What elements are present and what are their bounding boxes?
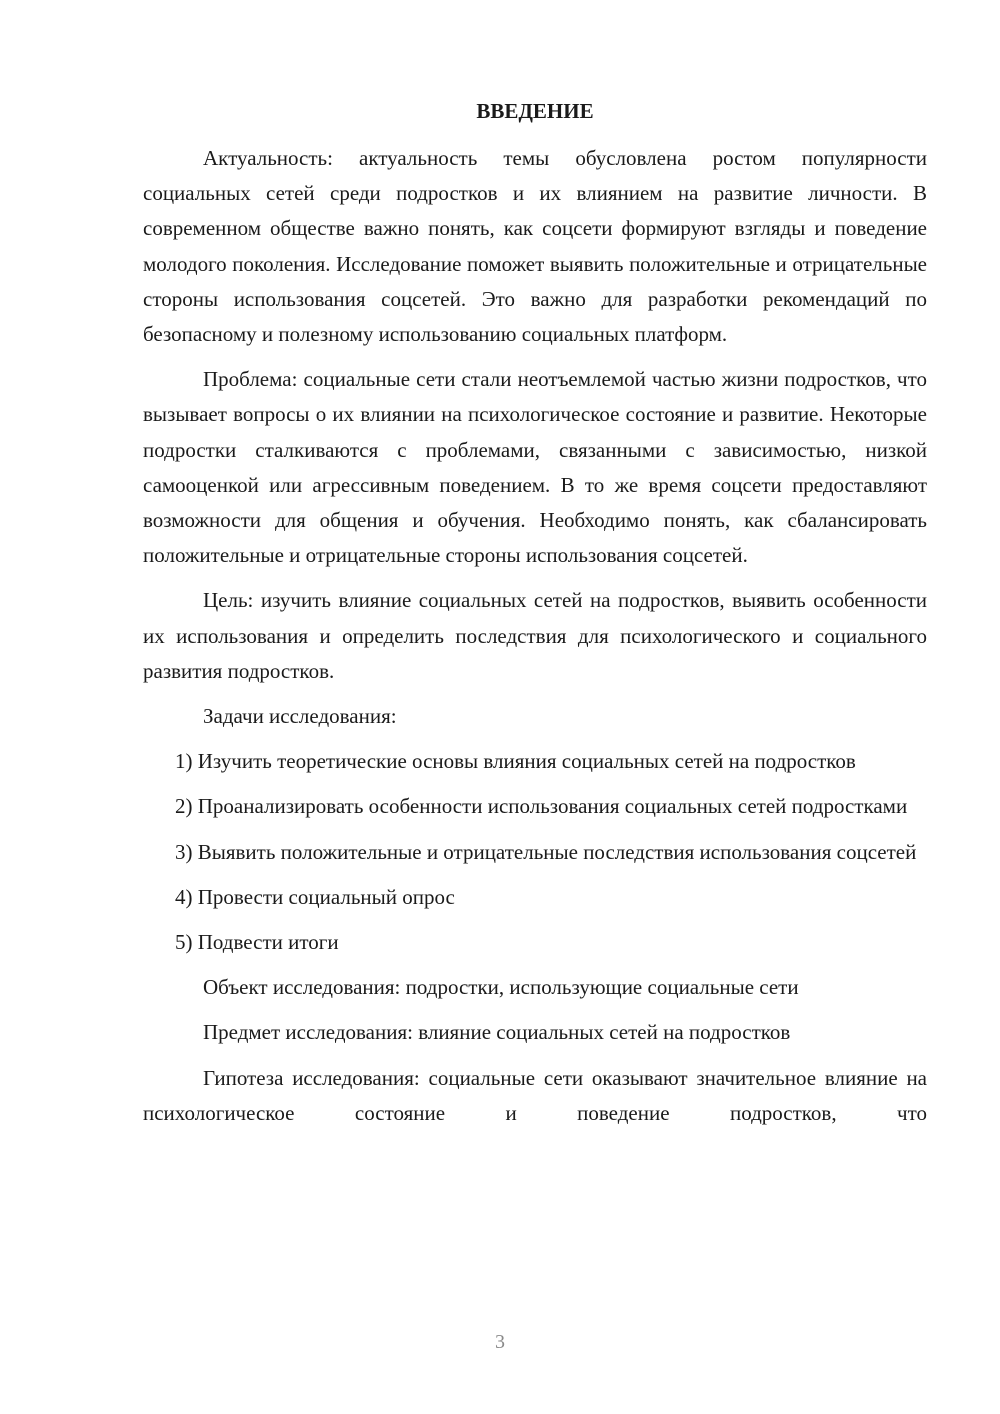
document-body xyxy=(143,94,927,1141)
task-item-3: 3) Выявить положительные и отрицательные последствия использования соцсетей xyxy=(175,839,917,864)
paragraph-relevance: Актуальность: актуальность темы обусловлена ростом популярности социальных сетей среди подростков и их влиянием на развитие личности. В современном обществе важно понять, как соцсети формируют взгляды и поведение молодого поколения. Исследование поможет выявить положительные и отрицательные стороны использования соцсетей. Это важно для разработки рекомендаций по безопасному и полезному использованию социальных платформ. xyxy=(143,146,927,347)
paragraph-goal: Цель: изучить влияние социальных сетей на подростков, выявить особенности их использования и определить последствия для психологического и социального развития подростков. xyxy=(143,588,927,683)
paragraph-object: Объект исследования: подростки, использующие социальные сети xyxy=(203,975,799,1000)
page-number: 3 xyxy=(495,1331,505,1353)
paragraph-problem: Проблема: социальные сети стали неотъемлемой частью жизни подростков, что вызывает вопросы о их влиянии на психологическое состояние и развитие. Некоторые подростки сталкиваются с проблемами, связанными с зависимостью, низкой самооценкой или агрессивным поведением. В то же время соцсети предоставляют возможности для общения и обучения. Необходимо понять, как сбалансировать положительные и отрицательные стороны использования соцсетей. xyxy=(143,367,927,568)
section-title: ВВЕДЕНИЕ xyxy=(476,99,594,123)
paragraph-hypothesis: Гипотеза исследования: социальные сети оказывают значительное влияние на психологическое состояние и поведение подростков, что xyxy=(143,1065,927,1125)
task-item-4: 4) Провести социальный опрос xyxy=(175,884,455,909)
task-item-5: 5) Подвести итоги xyxy=(175,930,339,955)
task-item-2: 2) Проанализировать особенности использования социальных сетей подростками xyxy=(175,794,908,819)
task-item-1: 1) Изучить теоретические основы влияния социальных сетей на подростков xyxy=(175,749,856,774)
paragraph-tasks-heading: Задачи исследования: xyxy=(203,704,397,729)
paragraph-subject: Предмет исследования: влияние социальных сетей на подростков xyxy=(203,1020,791,1045)
